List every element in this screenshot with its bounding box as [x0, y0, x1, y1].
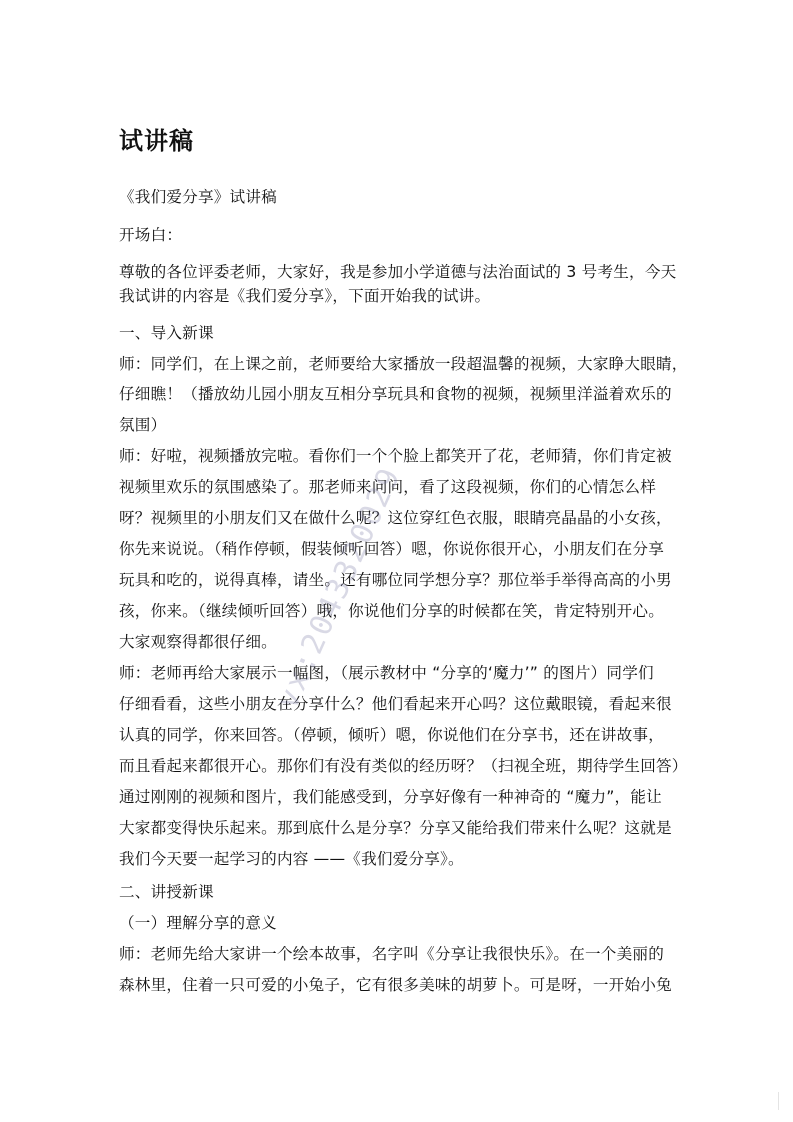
paragraph-line: 你先来说说。（稍作停顿，假装倾听回答）嗯，你说你很开心，小朋友们在分享 — [119, 540, 664, 558]
paragraph-line: 尊敬的各位评委老师，大家好，我是参加小学道德与法治面试的 3 号考生，今天 — [119, 263, 677, 281]
paragraph-line: 师：好啦，视频播放完啦。看你们一个个脸上都笑开了花，老师猜，你们肯定被 — [119, 447, 672, 465]
paragraph-line: 玩具和吃的，说得真棒，请坐。还有哪位同学想分享？那位举手举得高高的小男 — [119, 571, 672, 589]
paragraph-line: 师：老师先给大家讲一个绘本故事，名字叫《分享让我很快乐》。在一个美丽的 — [119, 945, 664, 963]
doc-subtitle: 《我们爱分享》试讲稿 — [119, 188, 277, 206]
section-heading-intro: 一、导入新课 — [119, 324, 214, 342]
paragraph-line: 师：同学们，在上课之前，老师要给大家播放一段超温馨的视频，大家睁大眼睛， — [119, 355, 688, 373]
paragraph-line: 森林里，住着一只可爱的小兔子，它有很多美味的胡萝卜。可是呀，一开始小兔 — [119, 976, 672, 994]
subsection-heading: （一）理解分享的意义 — [119, 914, 277, 932]
paragraph-line: 师：老师再给大家展示一幅图，（展示教材中 “分享的‘魔力’” 的图片）同学们 — [119, 664, 654, 682]
paragraph-line: 仔细看看，这些小朋友在分享什么？他们看起来开心吗？这位戴眼镜，看起来很 — [119, 695, 672, 713]
paragraph-line: 大家观察得都很仔细。 — [119, 633, 277, 651]
paragraph-line: 认真的同学，你来回答。（停顿，倾听）嗯，你说他们在分享书，还在讲故事， — [119, 726, 664, 744]
watermark-text: vx:2043320029 — [270, 461, 409, 715]
paragraph-line: 呀？视频里的小朋友们又在做什么呢？这位穿红色衣服，眼睛亮晶晶的小女孩， — [119, 509, 672, 527]
section-label-opening: 开场白： — [119, 226, 183, 244]
paragraph-line: 视频里欢乐的氛围感染了。那老师来问问，看了这段视频，你们的心情怎么样 — [119, 478, 656, 496]
page-title: 试讲稿 — [119, 127, 194, 155]
paragraph-line: 仔细瞧！（播放幼儿园小朋友互相分享玩具和食物的视频，视频里洋溢着欢乐的 — [119, 385, 672, 403]
paragraph-line: 而且看起来都很开心。那你们有没有类似的经历呀？（扫视全班，期待学生回答） — [119, 757, 688, 775]
paragraph-line: 孩，你来。（继续倾听回答）哦，你说他们分享的时候都在笑，肯定特别开心。 — [119, 602, 664, 620]
page-corner-mark — [778, 1092, 785, 1110]
paragraph-line: 氛围） — [119, 416, 167, 434]
paragraph-line: 大家都变得快乐起来。那到底什么是分享？分享又能给我们带来什么呢？这就是 — [119, 819, 672, 837]
paragraph-line: 我们今天要一起学习的内容 ——《我们爱分享》。 — [119, 850, 464, 868]
paragraph-line: 我试讲的内容是《我们爱分享》，下面开始我的试讲。 — [119, 287, 491, 305]
section-heading-teaching: 二、讲授新课 — [119, 883, 214, 901]
paragraph-line: 通过刚刚的视频和图片，我们能感受到，分享好像有一种神奇的 “魔力”，能让 — [119, 788, 662, 806]
